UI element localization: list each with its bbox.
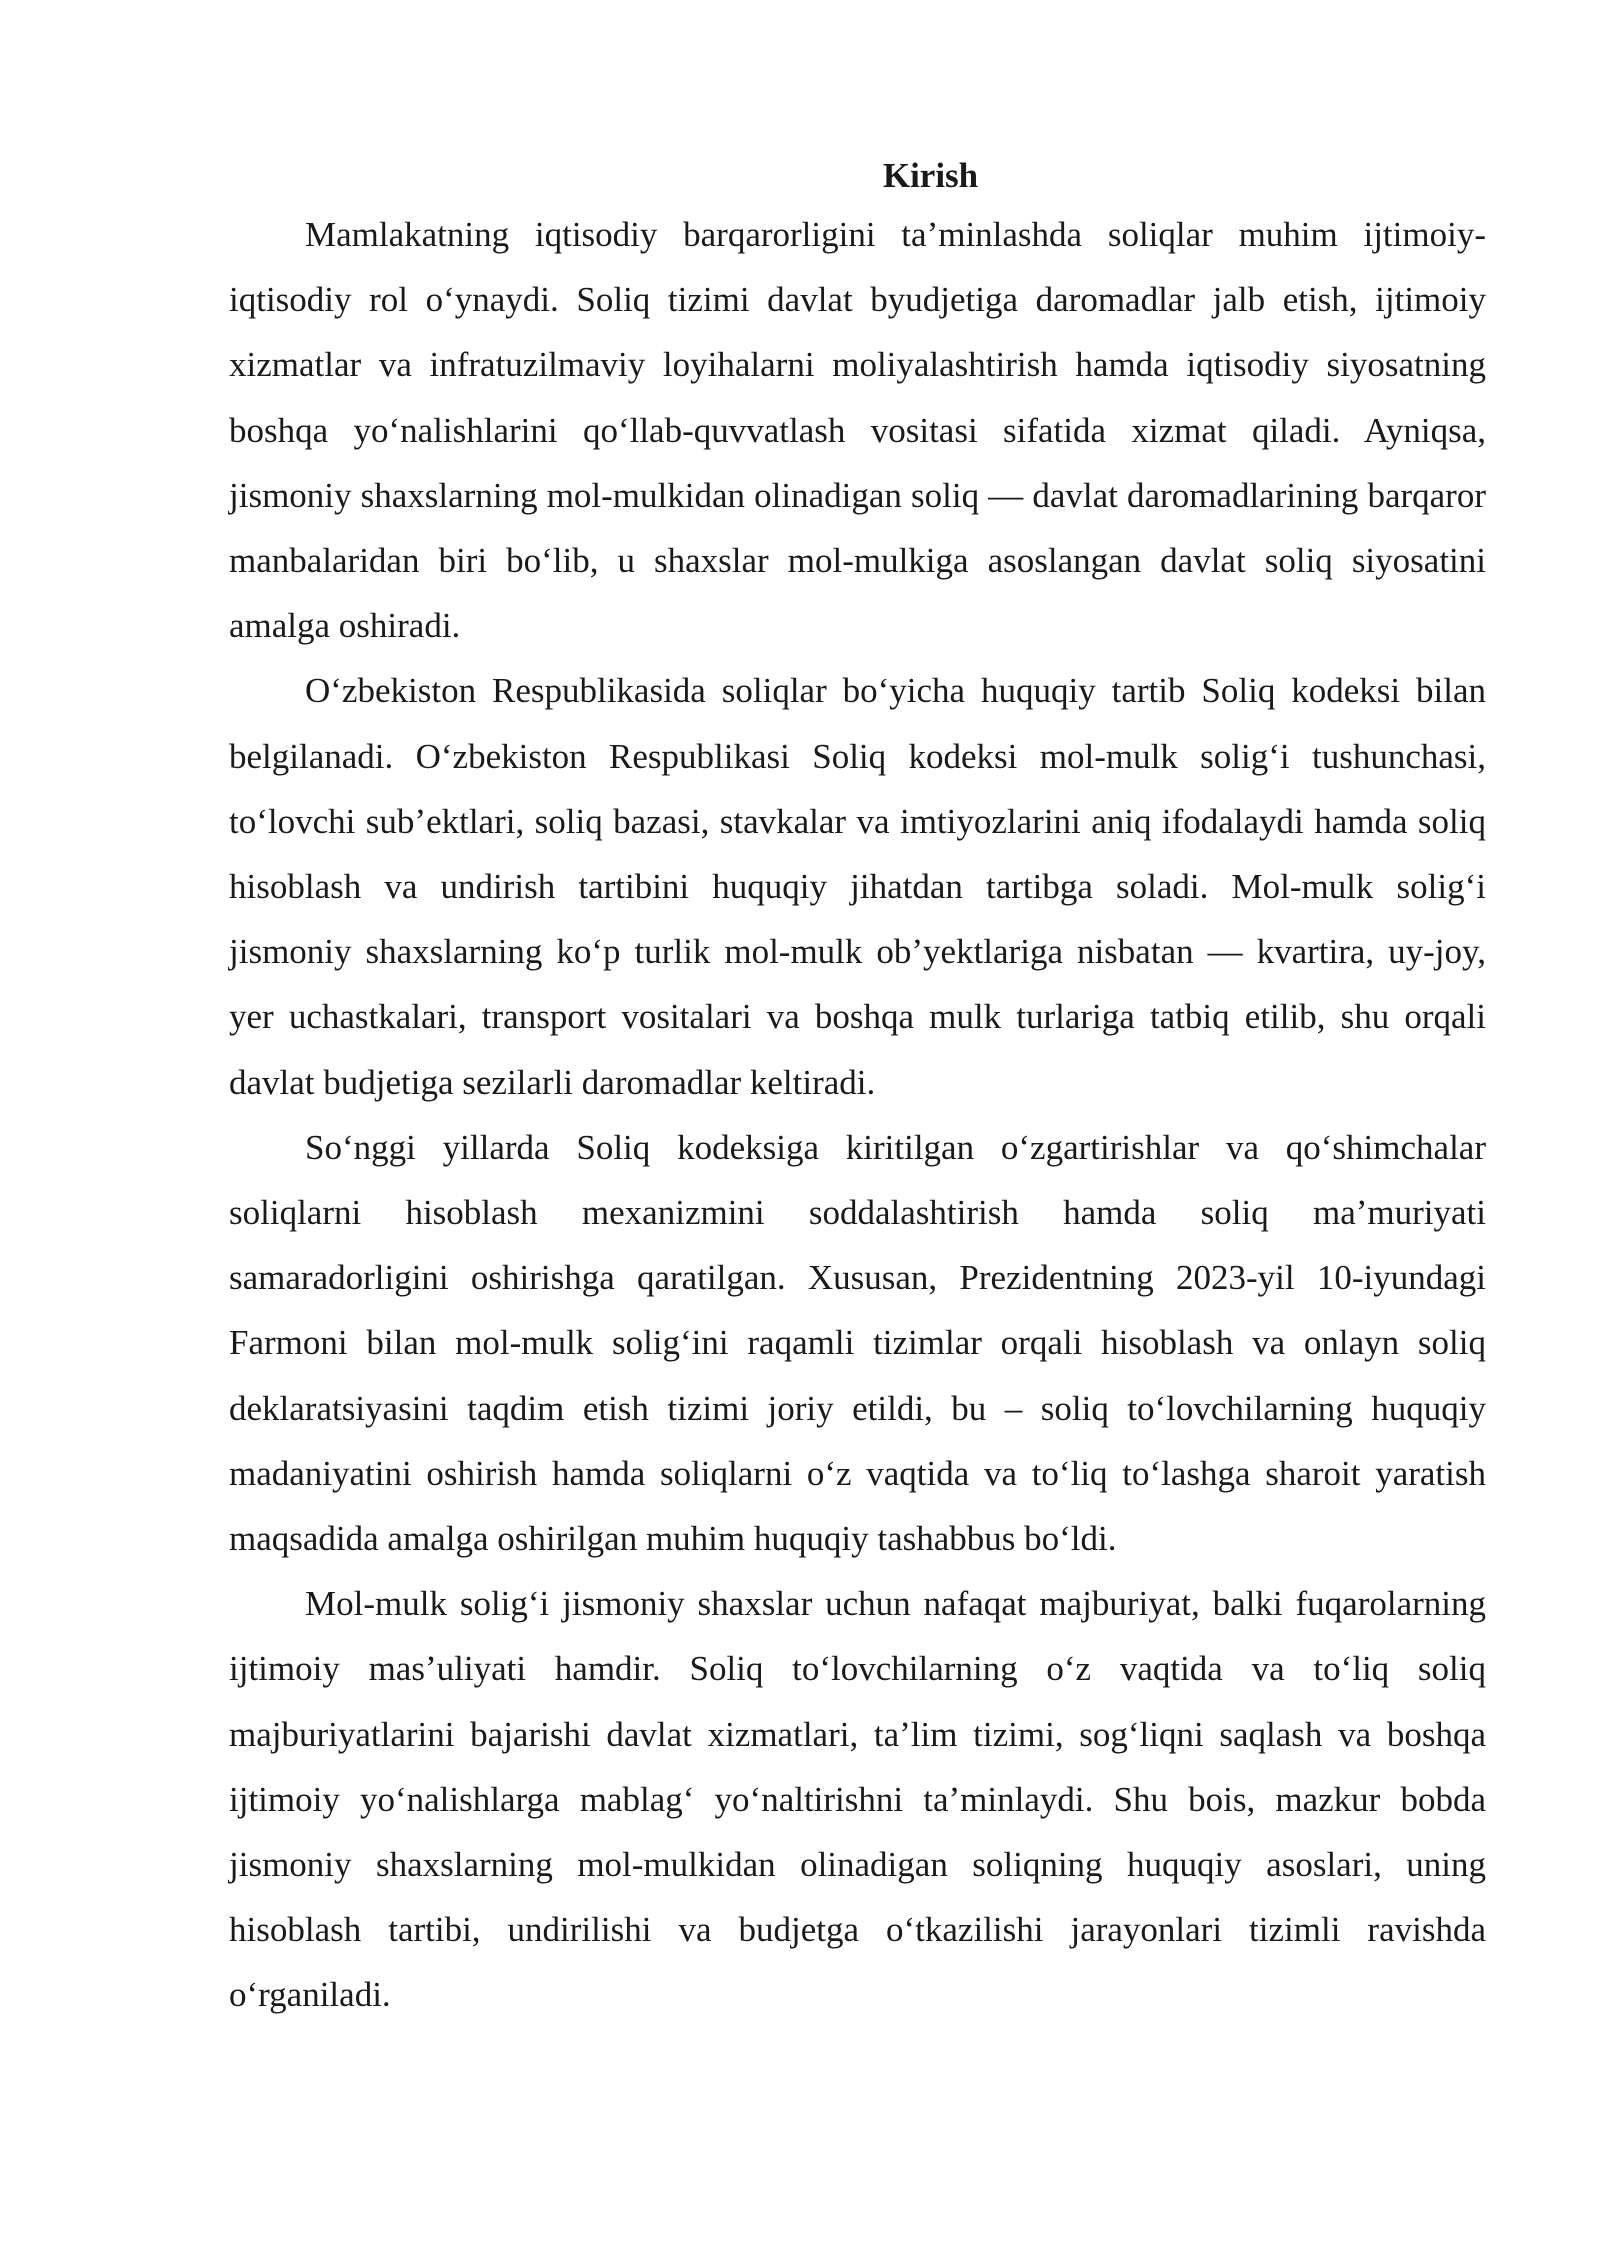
paragraph-3: Soʻnggi yillarda Soliq kodeksiga kiritilgan oʻzgartirishlar va qoʻshimchalar soliqlarni hisoblash mexanizmini soddalashtirish hamda soliq maʼmuriyati samaradorligini oshirishga qaratilgan. Xususan, Prezidentning 2023-yil 10-iyundagi Farmoni bilan mol-mulk soligʻini raqamli tizimlar orqali hisoblash va onlayn soliq deklaratsiyasini taqdim etish tizimi joriy etildi, bu – soliq toʻlovchilarning huquqiy madaniyatini oshirish hamda soliqlarni oʻz vaqtida va toʻliq toʻlashga sharoit yaratish maqsadida amalga oshirilgan muhim huquqiy tashabbus boʻldi. (229, 1127, 1486, 1559)
document-body (229, 150, 1486, 2028)
document-title: Kirish (882, 156, 979, 195)
paragraph-4: Mol-mulk soligʻi jismoniy shaxslar uchun nafaqat majburiyat, balki fuqarolarning ijtimoiy masʼuliyati hamdir. Soliq toʻlovchilarning oʻz vaqtida va toʻliq soliq majburiyatlarini bajarishi davlat xizmatlari, taʼlim tizimi, sogʻliqni saqlash va boshqa ijtimoiy yoʻnalishlarga mablagʻ yoʻnaltirishni taʼminlaydi. Shu bois, mazkur bobda jismoniy shaxslarning mol-mulkidan olinadigan soliqning huquqiy asoslari, uning hisoblash tartibi, undirilishi va budjetga oʻtkazilishi jarayonlari tizimli ravishda oʻrganiladi. (229, 1584, 1486, 2015)
paragraph-2: Oʻzbekiston Respublikasida soliqlar boʻyicha huquqiy tartib Soliq kodeksi bilan belgilanadi. Oʻzbekiston Respublikasi Soliq kodeksi mol-mulk soligʻi tushunchasi, toʻlovchi subʼektlari, soliq bazasi, stavkalar va imtiyozlarini aniq ifodalaydi hamda soliq hisoblash va undirish tartibini huquqiy jihatdan tartibga soladi. Mol-mulk soligʻi jismoniy shaxslarning koʻp turlik mol-mulk obʼyektlariga nisbatan — kvartira, uy-joy, yer uchastkalari, transport vositalari va boshqa mulk turlariga tatbiq etilib, shu orqali davlat budjetiga sezilarli daromadlar keltiradi. (229, 671, 1486, 1102)
paragraph-1: Mamlakatning iqtisodiy barqarorligini taʼminlashda soliqlar muhim ijtimoiy-iqtisodiy rol oʻynaydi. Soliq tizimi davlat byudjetiga daromadlar jalb etish, ijtimoiy xizmatlar va infratuzilmaviy loyihalarni moliyalashtirish hamda iqtisodiy siyosatning boshqa yoʻnalishlarini qoʻllab-quvvatlash vositasi sifatida xizmat qiladi. Ayniqsa, jismoniy shaxslarning mol-mulkidan olinadigan soliq — davlat daromadlarining barqaror manbalaridan biri boʻlib, u shaxslar mol-mulkiga asoslangan davlat soliq siyosatini amalga oshiradi. (229, 215, 1486, 646)
